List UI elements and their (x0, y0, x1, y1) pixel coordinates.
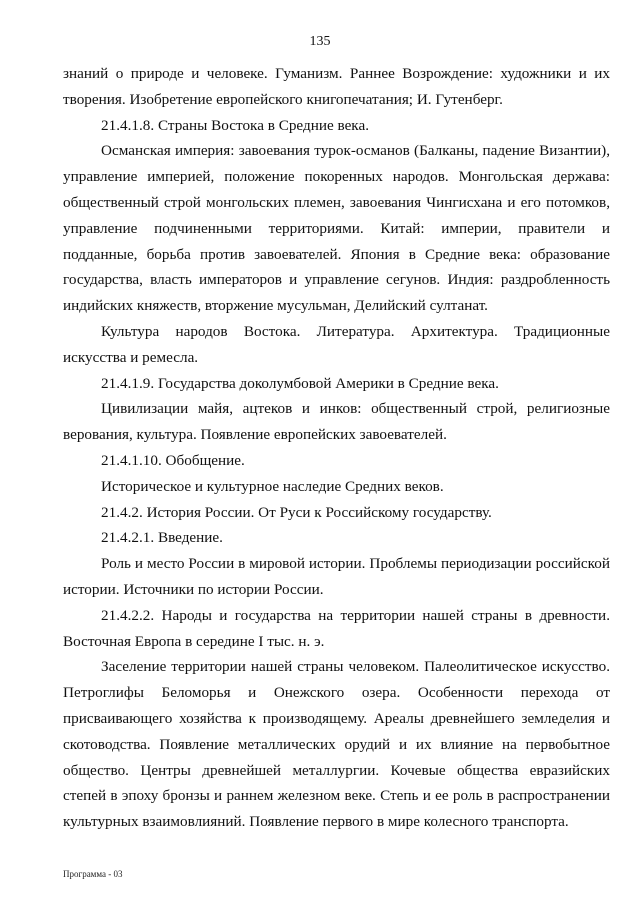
paragraph-maya-aztec-inca: Цивилизации майя, ацтеков и инков: общественный строй, религиозные верования, культура. Появление европейских завоевателей. (63, 400, 610, 444)
section-heading-ancient-peoples: 21.4.2.2. Народы и государства на территории нашей страны в древности. Восточная Европа в середине I тыс. н. э. (63, 606, 610, 650)
paragraph-eastern-culture: Культура народов Востока. Литература. Архитектура. Традиционные искусства и ремесла. (63, 322, 610, 366)
paragraph-renaissance-continued: знаний о природе и человеке. Гуманизм. Раннее Возрождение: художники и их творения. Изобретение европейского книгопечатания; И. Гутенберг. (63, 65, 610, 108)
section-heading-russian-history: 21.4.2. История России. От Руси к Российскому государству. (101, 503, 492, 521)
page-number: 135 (309, 34, 331, 49)
section-heading-generalization: 21.4.1.10. Обобщение. (101, 451, 245, 469)
paragraph-ottoman-mongol-china-japan-india: Османская империя: завоевания турок-османов (Балканы, падение Византии), управление империей, положение покоренных народов. Монгольская держава: общественный строй монгольских племен, завоевания Чингисхана и его потомков, управление подчиненными территориями. Китай: империи, правители и подданные, борьба против завоевателей. Япония в Средние века: образование государства, власть императоров и управление сегунов. Индия: раздробленность индийских княжеств, вторжение мусульман, Делийский султанат. (63, 142, 610, 315)
section-heading-introduction: 21.4.2.1. Введение. (101, 529, 223, 547)
section-heading-precolumbian-america: 21.4.1.9. Государства доколумбовой Америки в Средние века. (101, 374, 499, 392)
paragraph-middle-ages-heritage: Историческое и культурное наследие Средних веков. (101, 477, 444, 495)
page-content (63, 61, 610, 835)
paragraph-russia-role: Роль и место России в мировой истории. Проблемы периодизации российской истории. Источники по истории России. (63, 555, 610, 598)
section-heading-east-countries: 21.4.1.8. Страны Востока в Средние века. (101, 116, 369, 134)
paragraph-settlement-territory: Заселение территории нашей страны человеком. Палеолитическое искусство. Петроглифы Беломорья и Онежского озера. Особенности перехода от присваивающего хозяйства к производящему. Ареалы древнейшего земледелия и скотоводства. Появление металлических орудий и их влияние на первобытное общество. Центры древнейшей металлургии. Кочевые общества евразийских степей в эпоху бронзы и раннем железном веке. Степь и ее роль в распространении культурных взаимовлияний. Появление первого в мире колесного транспорта. (63, 658, 610, 831)
footer-label: Программа - 03 (63, 869, 123, 879)
